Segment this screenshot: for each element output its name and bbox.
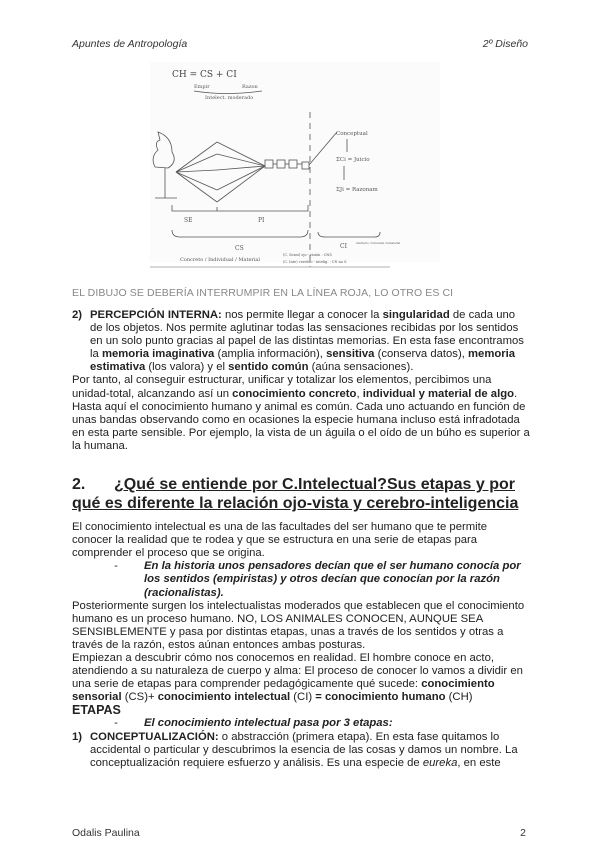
text-run: Por tanto, al conseguir estructurar, unificar y totalizar los elementos, percibimos una unidad-total, alcanzando así un <box>72 374 492 400</box>
header-course: 2º Diseño <box>482 38 528 50</box>
text-run: , en este <box>457 756 501 769</box>
footer-author: Odalis Paulina <box>72 827 140 839</box>
bold-text: conocimiento intelectual <box>157 691 291 704</box>
hand-drawn-diagram <box>150 62 440 272</box>
section-number: 2. <box>72 476 86 494</box>
diagram-se: SE <box>184 217 193 224</box>
text-run: Posteriormente surgen los intelectualistas moderados que establecen que el conocimiento humano es un proceso humano. NO, LOS ANIMALES CONOCEN, AUNQUE SEA SENSIBLEMENTE y pasa por distintas etapas, unas a través de los sentidos y otras a través de la razón, estos aúnan entonces ambas posturas. <box>72 599 525 651</box>
section-title: ¿Qué se entiende por C.Intelectual?Sus etapas y por qué es diferente la relación ojo-vista y cerebro-inteligencia <box>72 476 519 513</box>
diagram-razonam: ΣJi = Razonam <box>336 187 378 193</box>
diagram-bottom-right-2: (C. Inte) cerebro - intelig. : CN no S <box>283 260 347 264</box>
diagram-pi: PI <box>258 217 265 224</box>
bold-text: individual y material de algo <box>362 387 515 400</box>
bold-text: PERCEPCIÓN INTERNA: <box>90 309 222 321</box>
bullet-text: En la historia unos pensadores decían que el ser humano conocía por los sentidos (empiristas) y otros decían que conocían por la razón (racionalistas). <box>144 560 521 599</box>
bold-text: CONCEPTUALIZACIÓN: <box>90 730 219 743</box>
diagram-formula: CH = CS + CI <box>172 70 237 80</box>
text-run: (los valora) y el <box>145 361 229 374</box>
document-body <box>72 309 530 770</box>
paragraph-proceso <box>72 652 530 704</box>
bold-text: sensitiva <box>326 348 375 361</box>
diagram-ci: CI <box>340 243 347 250</box>
bold-text: = conocimiento humano <box>315 691 446 704</box>
text-run: (CH) <box>445 691 473 704</box>
bold-text: sentido común <box>228 361 309 374</box>
italic-text: eureka <box>422 756 458 769</box>
bullet-historia <box>72 560 530 599</box>
bullet-dash: - <box>114 717 118 730</box>
diagram-moderado: Intelect. moderado <box>205 95 254 101</box>
text-run: (aúna sensaciones). <box>308 361 414 374</box>
text-run: (CS)+ <box>121 691 158 704</box>
paragraph-intelectualistas <box>72 600 530 652</box>
text-run: , <box>356 387 363 400</box>
text-run: (amplia información), <box>214 348 327 361</box>
bullet-tres-etapas <box>72 717 530 730</box>
bold-text: singularidad <box>382 309 450 321</box>
diagram-razon: Razon <box>242 84 258 90</box>
paragraph-intro <box>72 521 530 560</box>
text-run: de cada uno de los objetos. Nos permite aglutinar todas las sensaciones recibidas por los sentidos en un solo punto gracias al papel de las distintas memorias. En esta fase encontramos la <box>90 309 524 361</box>
page-number: 2 <box>520 827 526 839</box>
bold-text: memoria estimativa <box>90 348 516 374</box>
list-item-text <box>90 309 530 374</box>
diagram-empir: Empir <box>194 84 210 90</box>
drawing-note: EL DIBUJO SE DEBERÍA INTERRUMPIR EN LA LÍNEA ROJA, LO OTRO ES CI <box>72 287 454 299</box>
text-run: Empiezan a descubrir cómo nos conocemos en realidad. El hombre conoce en acto, atendiendo a su naturaleza de cuerpo y alma: El proceso de conocer lo vamos a dividir en una serie de etapas para comprender pedagógicamente qué sucede: <box>72 651 523 691</box>
paragraph-conocimiento-concreto <box>72 374 530 453</box>
bullet-text: El conocimiento intelectual pasa por 3 etapas: <box>144 717 393 730</box>
header-title: Apuntes de Antropología <box>72 38 188 50</box>
text-run: El conocimiento intelectual es una de las facultades del ser humano que te permite conocer la realidad que te rodea y que se estructura en una serie de etapas para comprender el proceso que se origina. <box>72 521 488 560</box>
bold-text: memoria imaginativa <box>101 348 215 361</box>
diagram-ci-note: Abstracto / Universal / Inmaterial <box>356 242 401 245</box>
list-number: 2) <box>72 309 83 321</box>
text-run: nos permite llegar a conocer la <box>221 309 383 321</box>
etapas-heading: ETAPAS <box>72 703 121 718</box>
bold-text: conocimiento concreto <box>232 387 357 400</box>
section-heading <box>72 475 530 513</box>
list-number: 1) <box>72 730 83 743</box>
text-run: o abstracción (primera etapa). En esta fase quitamos lo accidental o particular y descubrimos la esencia de las cosas y damos un nombre. La conceptualización requiere esfuerzo y análisis. Es una especie de <box>90 730 518 769</box>
text-run: . Hasta aquí el conocimiento humano y animal es común. Cada uno actuando en función de unas bandas observando como en ocasiones la especie humana incluso está infradotada en esta parte sensible. Por ejemplo, la vista de un águila o el oído de un búho es superior a la humana. <box>72 387 530 452</box>
diagram-cs: CS <box>235 245 244 252</box>
bullet-dash: - <box>114 560 118 573</box>
diagram-conceptual: Conceptual <box>336 131 368 137</box>
list-item-conceptualizacion <box>72 731 530 770</box>
diagram-bottom-right-1: (C. Sensi) ojo - visión : CNS <box>283 253 332 257</box>
diagram-bottom-left: Concreto / Individual / Material <box>180 257 261 263</box>
list-item-text <box>90 731 530 770</box>
diagram-juicio: ΣCi = Juicio <box>336 157 370 163</box>
list-item-percepcion-interna <box>72 309 530 374</box>
bold-text: conocimiento sensorial <box>72 678 495 704</box>
text-run: (conserva datos), <box>374 348 468 361</box>
text-run: (CI) <box>290 691 316 704</box>
